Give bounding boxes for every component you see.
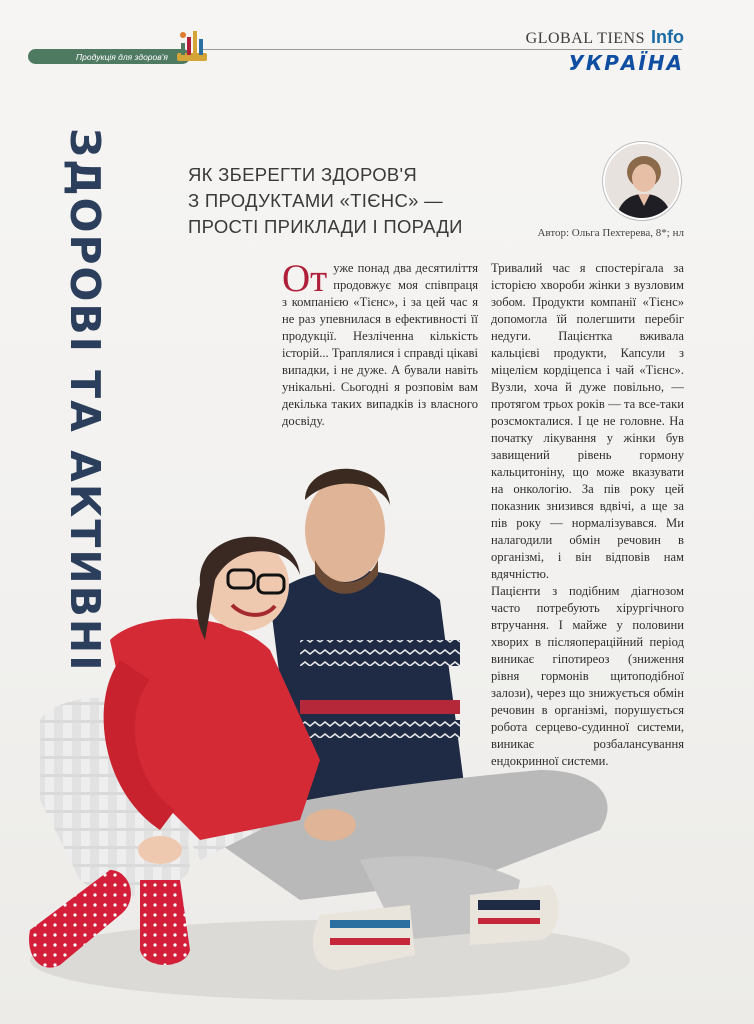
article-intro: уже понад два десятиліття продовжує моя співпраця з компанією «Тієнс», і за цей час я не раз упевнилася в ефективності її продукції. Незліченна кількість історій... Траплялися і справді цікаві випадки, і не дуже. А бували навіть унікальні. Сьогодні я розповім вам декілька таких випадків із власного досвіду.: [282, 261, 478, 428]
article-paragraph: Пацієнти з подібним діагнозом часто потребують хірургічного втручання. І майже у половини хворих в післяопераційний період виникає гіпотиреоз (зниження рівня гормонів щитоподібної залози), через що знижується обмін речовин в організмі, порушується робота серцево-судинної системи, виникає розбалансування ендокринної системи.: [491, 584, 684, 768]
vertical-headline: ЗДОРОВІ ТА АКТИВНІ: [61, 128, 109, 673]
drop-cap: От: [282, 257, 328, 300]
section-label: Продукція для здоров'я: [76, 51, 168, 62]
author-photo: [603, 142, 681, 220]
brand-name: GLOBAL TIENS: [525, 30, 645, 47]
chart-bars-icon: [173, 25, 211, 65]
brand-logo: [526, 27, 684, 48]
title-line: ЯК ЗБЕРЕГТИ ЗДОРОВ'Я: [188, 164, 418, 185]
brand-country: УКРАЇНА: [568, 51, 684, 75]
brand-info: Info: [651, 27, 684, 47]
header-divider: [200, 49, 682, 50]
author-portrait: [605, 144, 681, 220]
section-label-bar: [28, 49, 190, 64]
author-credit: Автор: Ольга Пехтерева, 8*; нл: [537, 227, 684, 239]
article-title: [188, 162, 488, 240]
title-line: ПРОСТІ ПРИКЛАДИ І ПОРАДИ: [188, 216, 463, 237]
article-paragraph: Тривалий час я спостерігала за історією хвороби жінки з вузловим зобом. Продукти компанії «Тієнс» допомогла їй полегшити перебіг недуги. Пацієнтка вживала кальцієві продукти, Капсули з міцелієм кордіцепса і чай «Тієнс». Вузли, хоча й дуже повільно, — протягом трьох років — та все-таки розсмокталися. І це не головне. На початку лікування у жінки був завищений рівень гормону кальцитоніну, що може вказувати на онкологію. За пів року цей показник знизився вдвічі, а ще за пів року — нормалізувався. Ми налагодили обмін речовин в організмі, і він відповів нам вдячністю.: [491, 261, 684, 581]
title-line: З ПРОДУКТАМИ «ТІЄНС» —: [188, 190, 443, 211]
couple-photo: [0, 400, 754, 1024]
